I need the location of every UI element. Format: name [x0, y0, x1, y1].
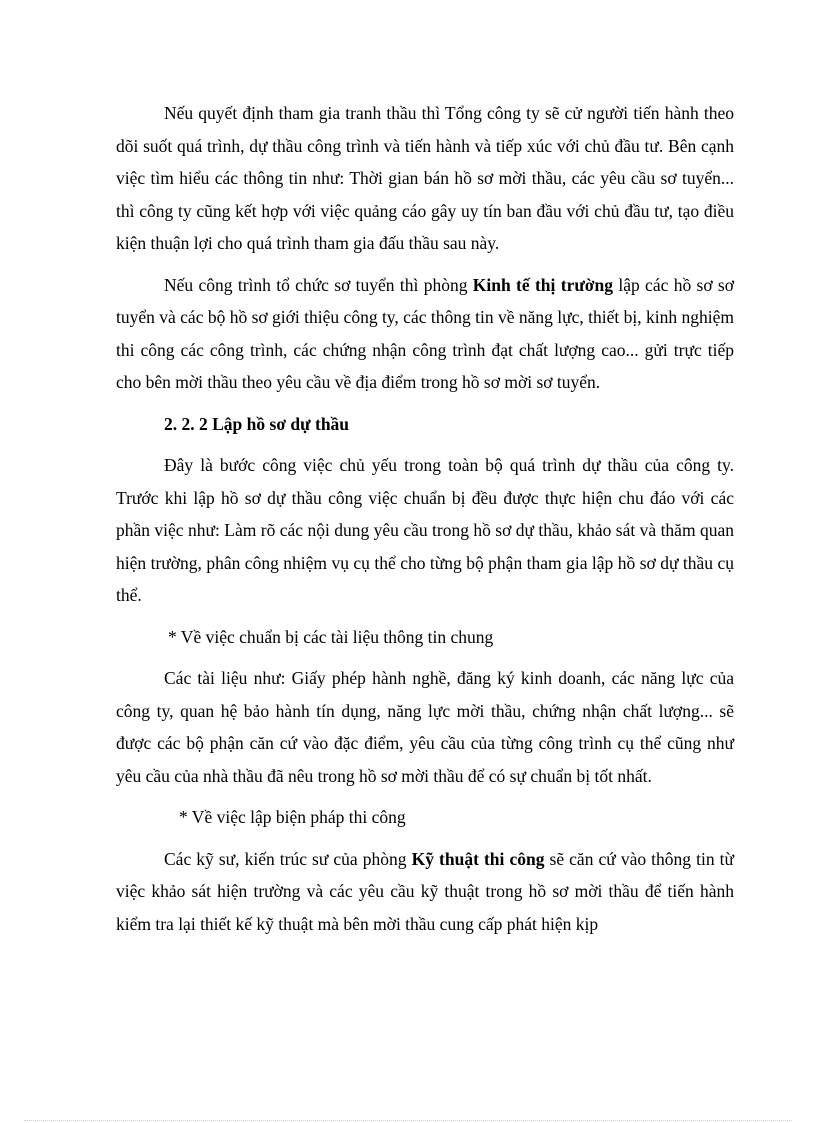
department-name-bold: Kỹ thuật thi công — [411, 848, 545, 869]
paragraph-prequalification — [116, 269, 734, 399]
subheading-construction-method: * Về việc lập biện pháp thi công — [179, 807, 406, 827]
paragraph-engineers — [116, 843, 734, 941]
paragraph-tender-tracking: Nếu quyết định tham gia tranh thầu thì Tổng công ty sẽ cử người tiến hành theo dõi suốt quá trình, dự thầu công trình và tiến hành và tiếp xúc với chủ đầu tư. Bên cạnh việc tìm hiểu các thông tin như: Thời gian bán hồ sơ mời thầu, các yêu cầu sơ tuyển... thì công ty cũng kết hợp với việc quảng cáo gây uy tín ban đầu với chủ đầu tư, tạo điều kiện thuận lợi cho quá trình tham gia đấu thầu sau này. — [116, 103, 734, 253]
page-bottom-divider — [24, 1120, 792, 1121]
subheading-general-documents: * Về việc chuẩn bị các tài liệu thông tin chung — [168, 626, 494, 647]
paragraph-text: Nếu công trình tổ chức sơ tuyển thì phòng — [164, 274, 473, 295]
paragraph-text: Các kỹ sư, kiến trúc sư của phòng — [164, 848, 412, 869]
paragraph-documents: Các tài liệu như: Giấy phép hành nghề, đăng ký kinh doanh, các năng lực của công ty, quan hệ bảo hành tín dụng, năng lực mời thầu, chứng nhận chất lượng... sẽ được các bộ phận căn cứ vào đặc điểm, yêu cầu của từng công trình cụ thể cũng như yêu cầu của nhà thầu đã nêu trong hồ sơ mời thầu để có sự chuẩn bị tốt nhất. — [116, 668, 734, 786]
paragraph-text: lập các hồ sơ sơ tuyển và các bộ hồ sơ giới thiệu công ty, các thông tin về năng lực, thiết bị, kinh nghiệm thi công các công trình, các chứng nhận công trình đạt chất lượng cao... gửi trực tiếp cho bên mời thầu theo yêu cầu về địa điểm trong hồ sơ mời sơ tuyển. — [116, 274, 734, 392]
document-body — [116, 97, 734, 940]
section-heading: 2. 2. 2 Lập hồ sơ dự thầu — [164, 413, 350, 434]
department-name-bold: Kinh tế thị trường — [472, 274, 614, 295]
paragraph-text: sẽ căn cứ vào thông tin từ việc khảo sát hiện trường và các yêu cầu kỹ thuật trong hồ sơ mời thầu để tiến hành kiểm tra lại thiết kế kỹ thuật mà bên mời thầu cung cấp phát hiện kịp — [116, 848, 734, 934]
paragraph-bid-preparation: Đây là bước công việc chủ yếu trong toàn bộ quá trình dự thầu của công ty. Trước khi lập hồ sơ dự thầu công việc chuẩn bị đều được thực hiện chu đáo với các phần việc như: Làm rõ các nội dung yêu cầu trong hồ sơ dự thầu, khảo sát và thăm quan hiện trường, phân công nhiệm vụ cụ thể cho từng bộ phận tham gia lập hồ sơ dự thầu cụ thể. — [116, 455, 734, 605]
